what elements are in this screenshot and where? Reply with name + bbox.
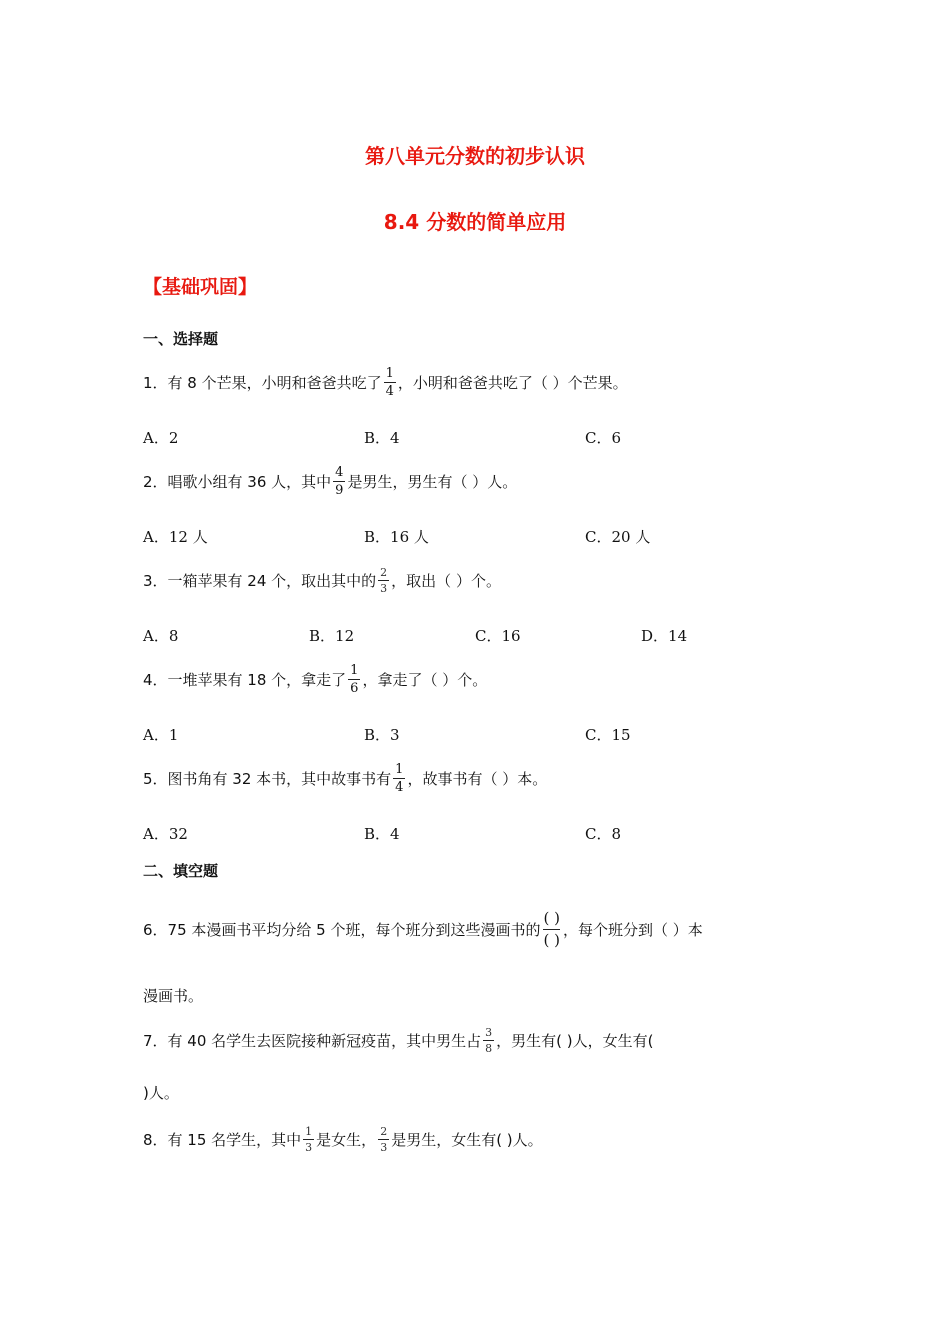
option-b[interactable]: B．12 xyxy=(309,627,355,645)
option-c[interactable]: C．15 xyxy=(585,726,631,744)
option-b[interactable]: B．16 人 xyxy=(364,528,429,546)
choice-heading: 一、选择题 xyxy=(143,330,219,348)
question-text: 4．一堆苹果有 18 个，拿走了 xyxy=(143,670,347,689)
question-text: 7．有 40 名学生去医院接种新冠疫苗，其中男生占 xyxy=(143,1031,482,1050)
section-heading: 【基础巩固】 xyxy=(143,276,258,298)
question-text: 5．图书角有 32 本书，其中故事书有 xyxy=(143,769,392,788)
question-8 xyxy=(143,1116,543,1162)
question-text: 6．75 本漫画书平均分给 5 个班，每个班分到这些漫画书的 xyxy=(143,920,541,939)
fraction: $\frac{3}{8}$ xyxy=(485,1025,493,1055)
option-c[interactable]: C．20 人 xyxy=(585,528,651,546)
question-4 xyxy=(143,657,487,701)
option-b[interactable]: B．4 xyxy=(364,429,400,447)
question-text: 是男生，女生有( )人。 xyxy=(391,1130,543,1149)
fraction: $\frac{1}{4}$ xyxy=(395,761,404,795)
unit-title: 第八单元分数的初步认识 xyxy=(365,144,585,168)
question-text: 2．唱歌小组有 36 人，其中 xyxy=(143,472,332,491)
lesson-title: 8.4 分数的简单应用 xyxy=(383,210,567,234)
question-text: ，取出（ ）个。 xyxy=(391,571,501,590)
option-a[interactable]: A．2 xyxy=(143,429,179,447)
question-2 xyxy=(143,459,517,503)
option-a[interactable]: A．1 xyxy=(143,726,179,744)
blank-fraction[interactable]: $\frac{( )}{( )}$ xyxy=(543,909,560,949)
question-text: 是男生，男生有（ ）人。 xyxy=(347,472,518,491)
fill-heading: 二、填空题 xyxy=(143,862,219,880)
option-a[interactable]: A．8 xyxy=(143,627,179,645)
fraction: $\frac{1}{3}$ xyxy=(305,1124,313,1154)
option-c[interactable]: C．8 xyxy=(585,825,622,843)
option-b[interactable]: B．3 xyxy=(364,726,400,744)
question-text: 是女生， xyxy=(316,1130,377,1149)
question-text: ，拿走了（ ）个。 xyxy=(362,670,488,689)
option-a[interactable]: A．12 人 xyxy=(143,528,208,546)
question-text: 8．有 15 名学生，其中 xyxy=(143,1130,302,1149)
question-text: 3．一箱苹果有 24 个，取出其中的 xyxy=(143,571,377,590)
question-text: ，故事书有（ ）本。 xyxy=(407,769,548,788)
option-c[interactable]: C．16 xyxy=(475,627,521,645)
question-6 xyxy=(143,890,703,968)
fraction: $\frac{1}{6}$ xyxy=(350,662,359,696)
option-d[interactable]: D．14 xyxy=(641,627,688,645)
question-text: ，男生有( )人，女生有( xyxy=(496,1031,654,1050)
question-text: ，每个班分到（ ）本 xyxy=(562,920,703,939)
option-c[interactable]: C．6 xyxy=(585,429,622,447)
option-a[interactable]: A．32 xyxy=(143,825,188,843)
question-7-continued: )人。 xyxy=(143,1084,179,1102)
question-text: 1．有 8 个芒果，小明和爸爸共吃了 xyxy=(143,373,382,392)
question-6-continued: 漫画书。 xyxy=(143,987,204,1005)
option-b[interactable]: B．4 xyxy=(364,825,400,843)
question-5 xyxy=(143,756,547,800)
fraction: $\frac{1}{4}$ xyxy=(385,365,394,399)
question-text: ，小明和爸爸共吃了（ ）个芒果。 xyxy=(397,373,628,392)
question-1 xyxy=(143,360,628,404)
fraction: $\frac{2}{3}$ xyxy=(380,1124,388,1154)
question-7 xyxy=(143,1017,654,1063)
question-3 xyxy=(143,558,501,602)
fraction: $\frac{4}{9}$ xyxy=(335,464,344,498)
fraction: $\frac{2}{3}$ xyxy=(380,565,388,595)
